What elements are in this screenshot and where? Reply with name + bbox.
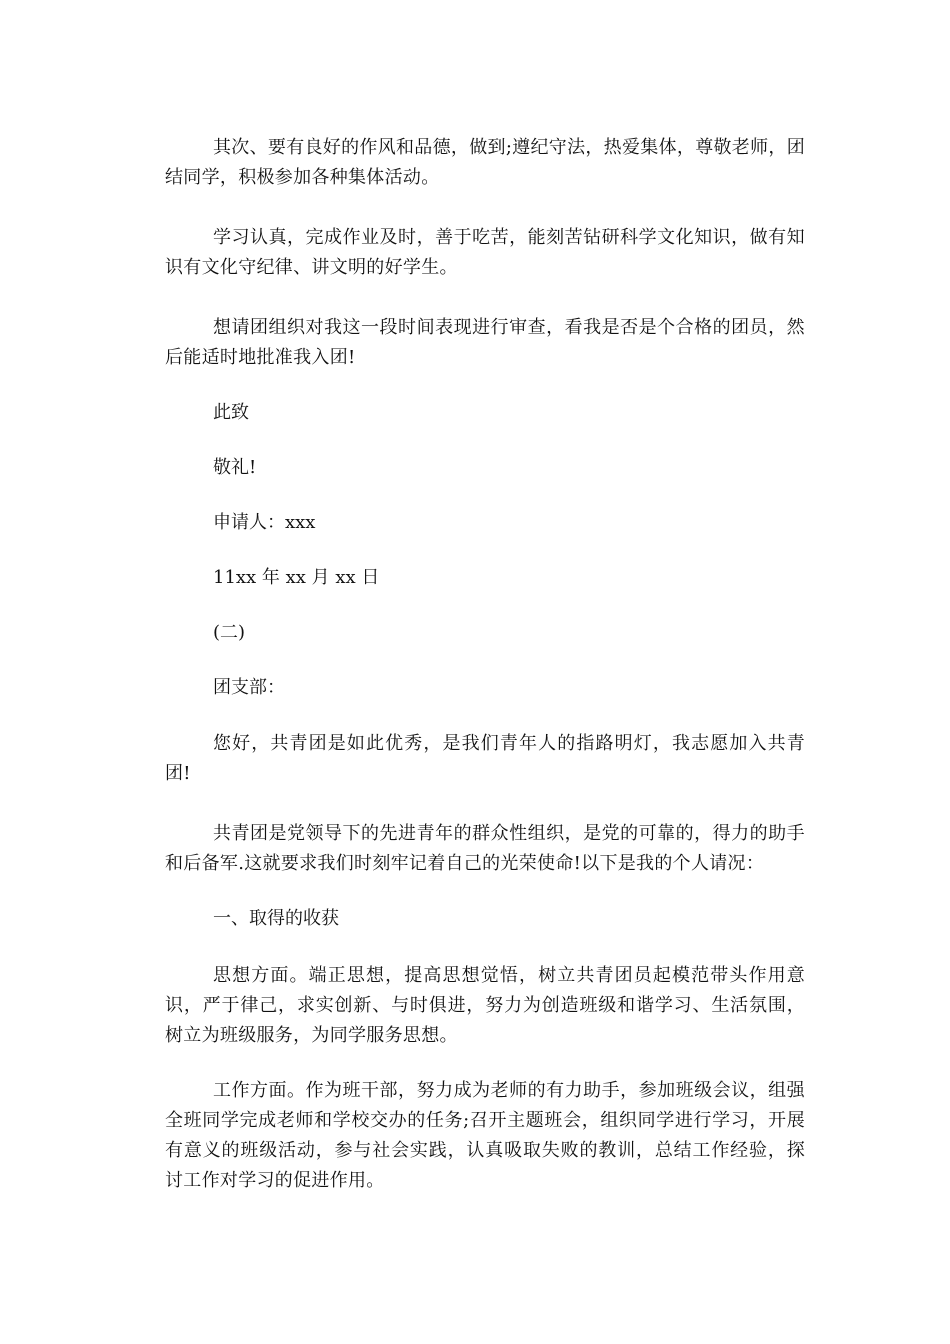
closing-salutation: 此致 (213, 402, 249, 423)
section-heading-gains: 一、取得的收获 (213, 908, 339, 929)
applicant-signature: 申请人：xxx (213, 512, 316, 533)
application-date: 11xx 年 xx 月 xx 日 (213, 567, 380, 588)
section-number: (二) (213, 622, 246, 643)
addressee: 团支部： (213, 677, 285, 698)
paragraph-conduct: 其次、要有良好的作风和品德，做到;遵纪守法，热爱集体，尊敬老师，团结同学，积极参加各种集体活动。 (165, 137, 805, 188)
paragraph-league-description: 共青团是党领导下的先进青年的群众性组织，是党的可靠的，得力的助手和后备军.这就要求我们时刻牢记着自己的光荣使命!以下是我的个人请况： (165, 823, 805, 874)
paragraph-review-request: 想请团组织对我这一段时间表现进行审查，看我是否是个合格的团员，然后能适时地批准我入团! (165, 317, 805, 368)
paragraph-study: 学习认真，完成作业及时，善于吃苦，能刻苦钻研科学文化知识，做有知识有文化守纪律、讲文明的好学生。 (165, 227, 805, 278)
paragraph-thinking: 思想方面。端正思想，提高思想觉悟，树立共青团员起模范带头作用意识，严于律己，求实创新、与时俱进，努力为创造班级和谐学习、生活氛围，树立为班级服务，为同学服务思想。 (165, 965, 805, 1046)
paragraph-work: 工作方面。作为班干部，努力成为老师的有力助手，参加班级会议，组强全班同学完成老师和学校交办的任务;召开主题班会，组织同学进行学习，开展有意义的班级活动，参与社会实践，认真吸取失败的教训，总结工作经验，探讨工作对学习的促进作用。 (165, 1080, 805, 1191)
paragraph-greeting: 您好，共青团是如此优秀，是我们青年人的指路明灯，我志愿加入共青团! (165, 733, 805, 784)
closing-regards: 敬礼! (213, 457, 257, 478)
